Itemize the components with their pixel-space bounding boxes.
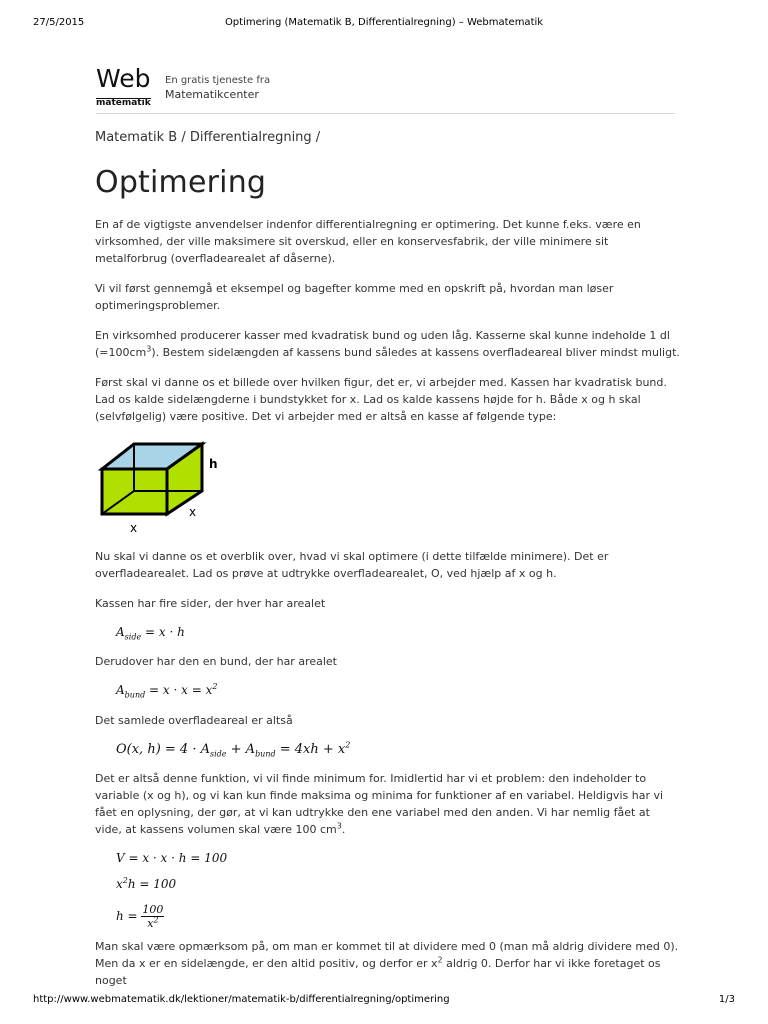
site-header xyxy=(96,64,676,108)
paragraph-intro: En af de vigtigste anvendelser indenfor differentialregning er optimering. Det kunne f.eks. være en virksomhed, der ville maksimere sit overskud, eller en konservesfabrik, der ville minimere sit metalforbrug (overfladearealet af dåserne). xyxy=(95,218,641,265)
box-figure xyxy=(95,438,680,536)
label-x-front: x xyxy=(130,521,138,535)
breadcrumb-separator: / xyxy=(177,130,190,145)
print-title: Optimering (Matematik B, Differentialregning) – Webmatematik xyxy=(224,17,544,28)
paragraph-figure-intro: Først skal vi danne os et billede over hvilken figur, det er, vi arbejder med. Kassen har kvadratisk bund. Lad os kalde sidelængderne i bundstykket for x. Lad os kalde kassens højde for h. Både x og h skal (selvfølgelig) være positive. Det vi arbejder med er altså en kasse af følgende type: xyxy=(95,376,667,423)
fraction-100-over-x2: $\frac{100}{x^2}$ xyxy=(142,903,164,931)
article xyxy=(95,130,680,1002)
paragraph-plan: Vi vil først gennemgå et eksempel og bagefter komme med en opskrift på, hvordan man løser optimeringsproblemer. xyxy=(95,282,614,312)
tagline-line1: En gratis tjeneste fra xyxy=(165,75,271,86)
formula-h: h = $\frac{100}{x^2}$ xyxy=(116,903,164,931)
print-date: 27/5/2015 xyxy=(33,17,85,28)
formula-a-bund: $A_{bund} = x \cdot x = x^2$ xyxy=(116,682,218,700)
problem-text-a: En virksomhed producerer kasser med kvadratisk bund og uden låg. Kasserne skal kunne indeholde 1 dl (=100cm xyxy=(95,329,670,359)
label-h: h xyxy=(209,457,218,471)
logo-word-web: Web xyxy=(96,64,151,93)
paragraph-bottom: Derudover har den en bund, der har arealet xyxy=(95,655,337,669)
box-illustration xyxy=(95,438,235,536)
breadcrumb-trail: / xyxy=(311,130,321,145)
webmatematik-logo[interactable] xyxy=(96,64,154,108)
breadcrumb-differentialregning[interactable]: Differentialregning xyxy=(189,130,312,145)
formula-o: O(x, $h) = 4 \cdot A_{side} + A_{bund} = 4xh + x^2$ xyxy=(116,740,351,759)
print-url[interactable]: http://www.webmatematik.dk/lektioner/matematik-b/differentialregning/optimering xyxy=(33,994,450,1005)
label-x-side: x xyxy=(189,505,197,519)
paragraph-division-note: Man skal være opmærksom på, om man er kommet til at dividere med 0 (man må aldrig dividere med 0). Men da x er en sidelængde, er den altid positiv, og derfor er $x^2$ aldrig 0. Derfor har vi ikke foretaget os noget xyxy=(95,940,679,988)
superscript-3: 3 xyxy=(336,821,342,831)
problem-text-b: ). Bestem sidelængden af kassens bund således at kassens overfladeareal bliver mindst muligt. xyxy=(151,346,680,359)
logo-word-matematik: matematik xyxy=(96,98,151,108)
formula-a-side: $A_{side} = x \cdot h$ xyxy=(116,625,185,642)
breadcrumb xyxy=(95,130,680,145)
tagline-line2[interactable]: Matematikcenter xyxy=(165,88,259,101)
paragraph-problem xyxy=(95,327,680,361)
formula-volume: V = x · x · h = 100 xyxy=(116,851,228,866)
breadcrumb-matematik-b[interactable]: Matematik B xyxy=(95,130,178,145)
paragraph-sides: Kassen har fire sider, der hver har arealet xyxy=(95,597,326,610)
superscript-3: 3 xyxy=(146,344,152,354)
paragraph-total: Det samlede overfladeareal er altså xyxy=(95,713,293,727)
paragraph-problem-two-variables: Det er altså denne funktion, vi vil finde minimum for. Imidlertid har vi et problem: den indeholder to variable (x og h), og vi kan kun finde maksima og minima for funktioner af en variabel. Heldigvis har vi fået en oplysning, der gør, at vi kan udtrykke den ene variabel med den anden. Vi har nemlig fået at vide, at kassens volumen skal være 100 $cm^3$. xyxy=(95,772,664,837)
superscript-2: 2 xyxy=(437,955,443,965)
page-title: Optimering xyxy=(95,165,267,200)
formula-x2h: $x^2h = 100$ xyxy=(116,876,177,892)
paragraph-overview: Nu skal vi danne os et overblik over, hvad vi skal optimere (i dette tilfælde minimere). Det er overfladearealet. Lad os prøve at udtrykke overfladearealet, O, ved hjælp af x og h. xyxy=(95,550,609,580)
header-divider xyxy=(96,113,675,114)
tagline xyxy=(165,74,270,102)
print-page-number: 1/3 xyxy=(718,994,735,1005)
